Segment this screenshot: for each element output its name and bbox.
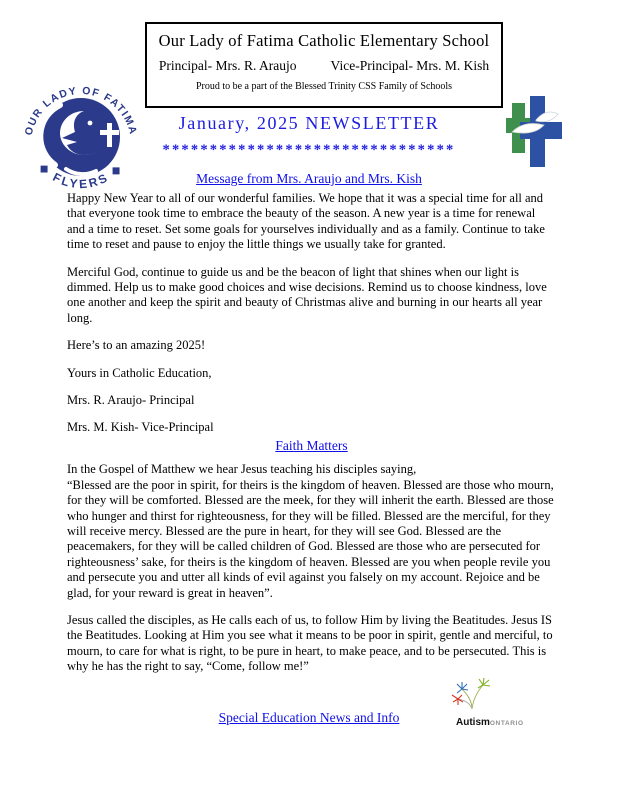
closing-line: Yours in Catholic Education, bbox=[67, 365, 212, 380]
blue-burst bbox=[457, 682, 468, 693]
beatitudes-quote: “Blessed are the poor in spirit, for theirs is the kingdom of heaven. Blessed are those who mourn, for they will be comforted. Blessed are the meek, for they will inherit the earth. Blessed are those who hunger and thirst for righteousness, for they will be filled. Blessed are the merciful, for they will receive mercy. Blessed are the pure in heart, for they will see God. Blessed are the peacemakers, for they will be called children of God. Blessed are those who are persecuted for righteousness’ sake, for theirs is the kingdom of heaven. Blessed are you when people revile you and persecute you and utter all kinds of evil against you falsely on my account. Rejoice and be glad, for your reward is great in heaven”. bbox=[67, 477, 554, 600]
message-heading-link[interactable]: Message from Mrs. Araujo and Mrs. Kish bbox=[196, 171, 422, 186]
faith-matters-link[interactable]: Faith Matters bbox=[275, 438, 348, 453]
closing-line: Here’s to an amazing 2025! bbox=[67, 338, 206, 353]
green-burst bbox=[478, 678, 490, 688]
crest-arc-bottom-text: ◆ FLYERS ◆ bbox=[36, 160, 126, 192]
message-heading-row bbox=[0, 170, 618, 188]
faith-heading-row bbox=[67, 438, 556, 454]
message-paragraph-2: Merciful God, continue to guide us and be the beacon of light that shines when our light is dimmed. Help us to make good choices and wise decisions. Remind us to choose kindness, love one another and keep the spirit and beauty of Christmas alive and burning in our hearts all year long. bbox=[67, 264, 547, 325]
closing-line: Mrs. M. Kish- Vice-Principal bbox=[67, 420, 214, 435]
closing-line: Mrs. R. Araujo- Principal bbox=[67, 393, 195, 408]
trinity-cross-logo bbox=[506, 96, 564, 176]
gospel-paragraph bbox=[67, 462, 556, 601]
school-name: Our Lady of Fatima Catholic Elementary School bbox=[158, 31, 490, 50]
gospel-intro: In the Gospel of Matthew we hear Jesus teaching his disciples saying, bbox=[67, 462, 417, 477]
school-header-box bbox=[145, 22, 503, 108]
faith-paragraph-2: Jesus called the disciples, as He calls each of us, to follow Him by living the Beatitudes. Jesus IS the Beatitudes. Looking at Him you see what it means to be poor in spirit, gentle and merciful, to mourn, to care for what is right, to be pure in heart, to make peace, and to be persecuted. This is why he has the right to say, “Come, follow me!” bbox=[67, 613, 553, 674]
newsletter-title: January, 2025 NEWSLETTER bbox=[178, 113, 440, 133]
school-tagline: Proud to be a part of the Blessed Trinity CSS Family of Schools bbox=[195, 81, 453, 92]
crest-arc-top-text: OUR LADY OF FATIMA bbox=[22, 84, 140, 137]
asterisk-divider: ******************************* bbox=[162, 142, 456, 158]
principal-name: Principal- Mrs. R. Araujo bbox=[158, 58, 297, 73]
faith-section bbox=[67, 438, 556, 687]
autism-wordmark bbox=[456, 712, 560, 730]
autism-ontario-logo bbox=[450, 676, 560, 730]
vice-principal-name: Vice-Principal- Mrs. M. Kish bbox=[330, 58, 490, 73]
ontario-word: ONTARIO bbox=[489, 720, 524, 727]
special-education-link[interactable]: Special Education News and Info bbox=[218, 710, 400, 725]
autism-word: Autism bbox=[456, 717, 490, 728]
autism-burst-icon bbox=[450, 676, 502, 710]
message-paragraph-1: Happy New Year to all of our wonderful families. We hope that it was a special time for all and that everyone took time to embrace the beauty of the season. A new year is a time for renewal and a time to reset. Set some goals for yourselves individually and as a family. Continue to take time to reset and pause to enjoy the little things we usually take for granted. bbox=[67, 191, 545, 252]
message-body bbox=[67, 191, 556, 448]
principal-row bbox=[147, 58, 501, 74]
